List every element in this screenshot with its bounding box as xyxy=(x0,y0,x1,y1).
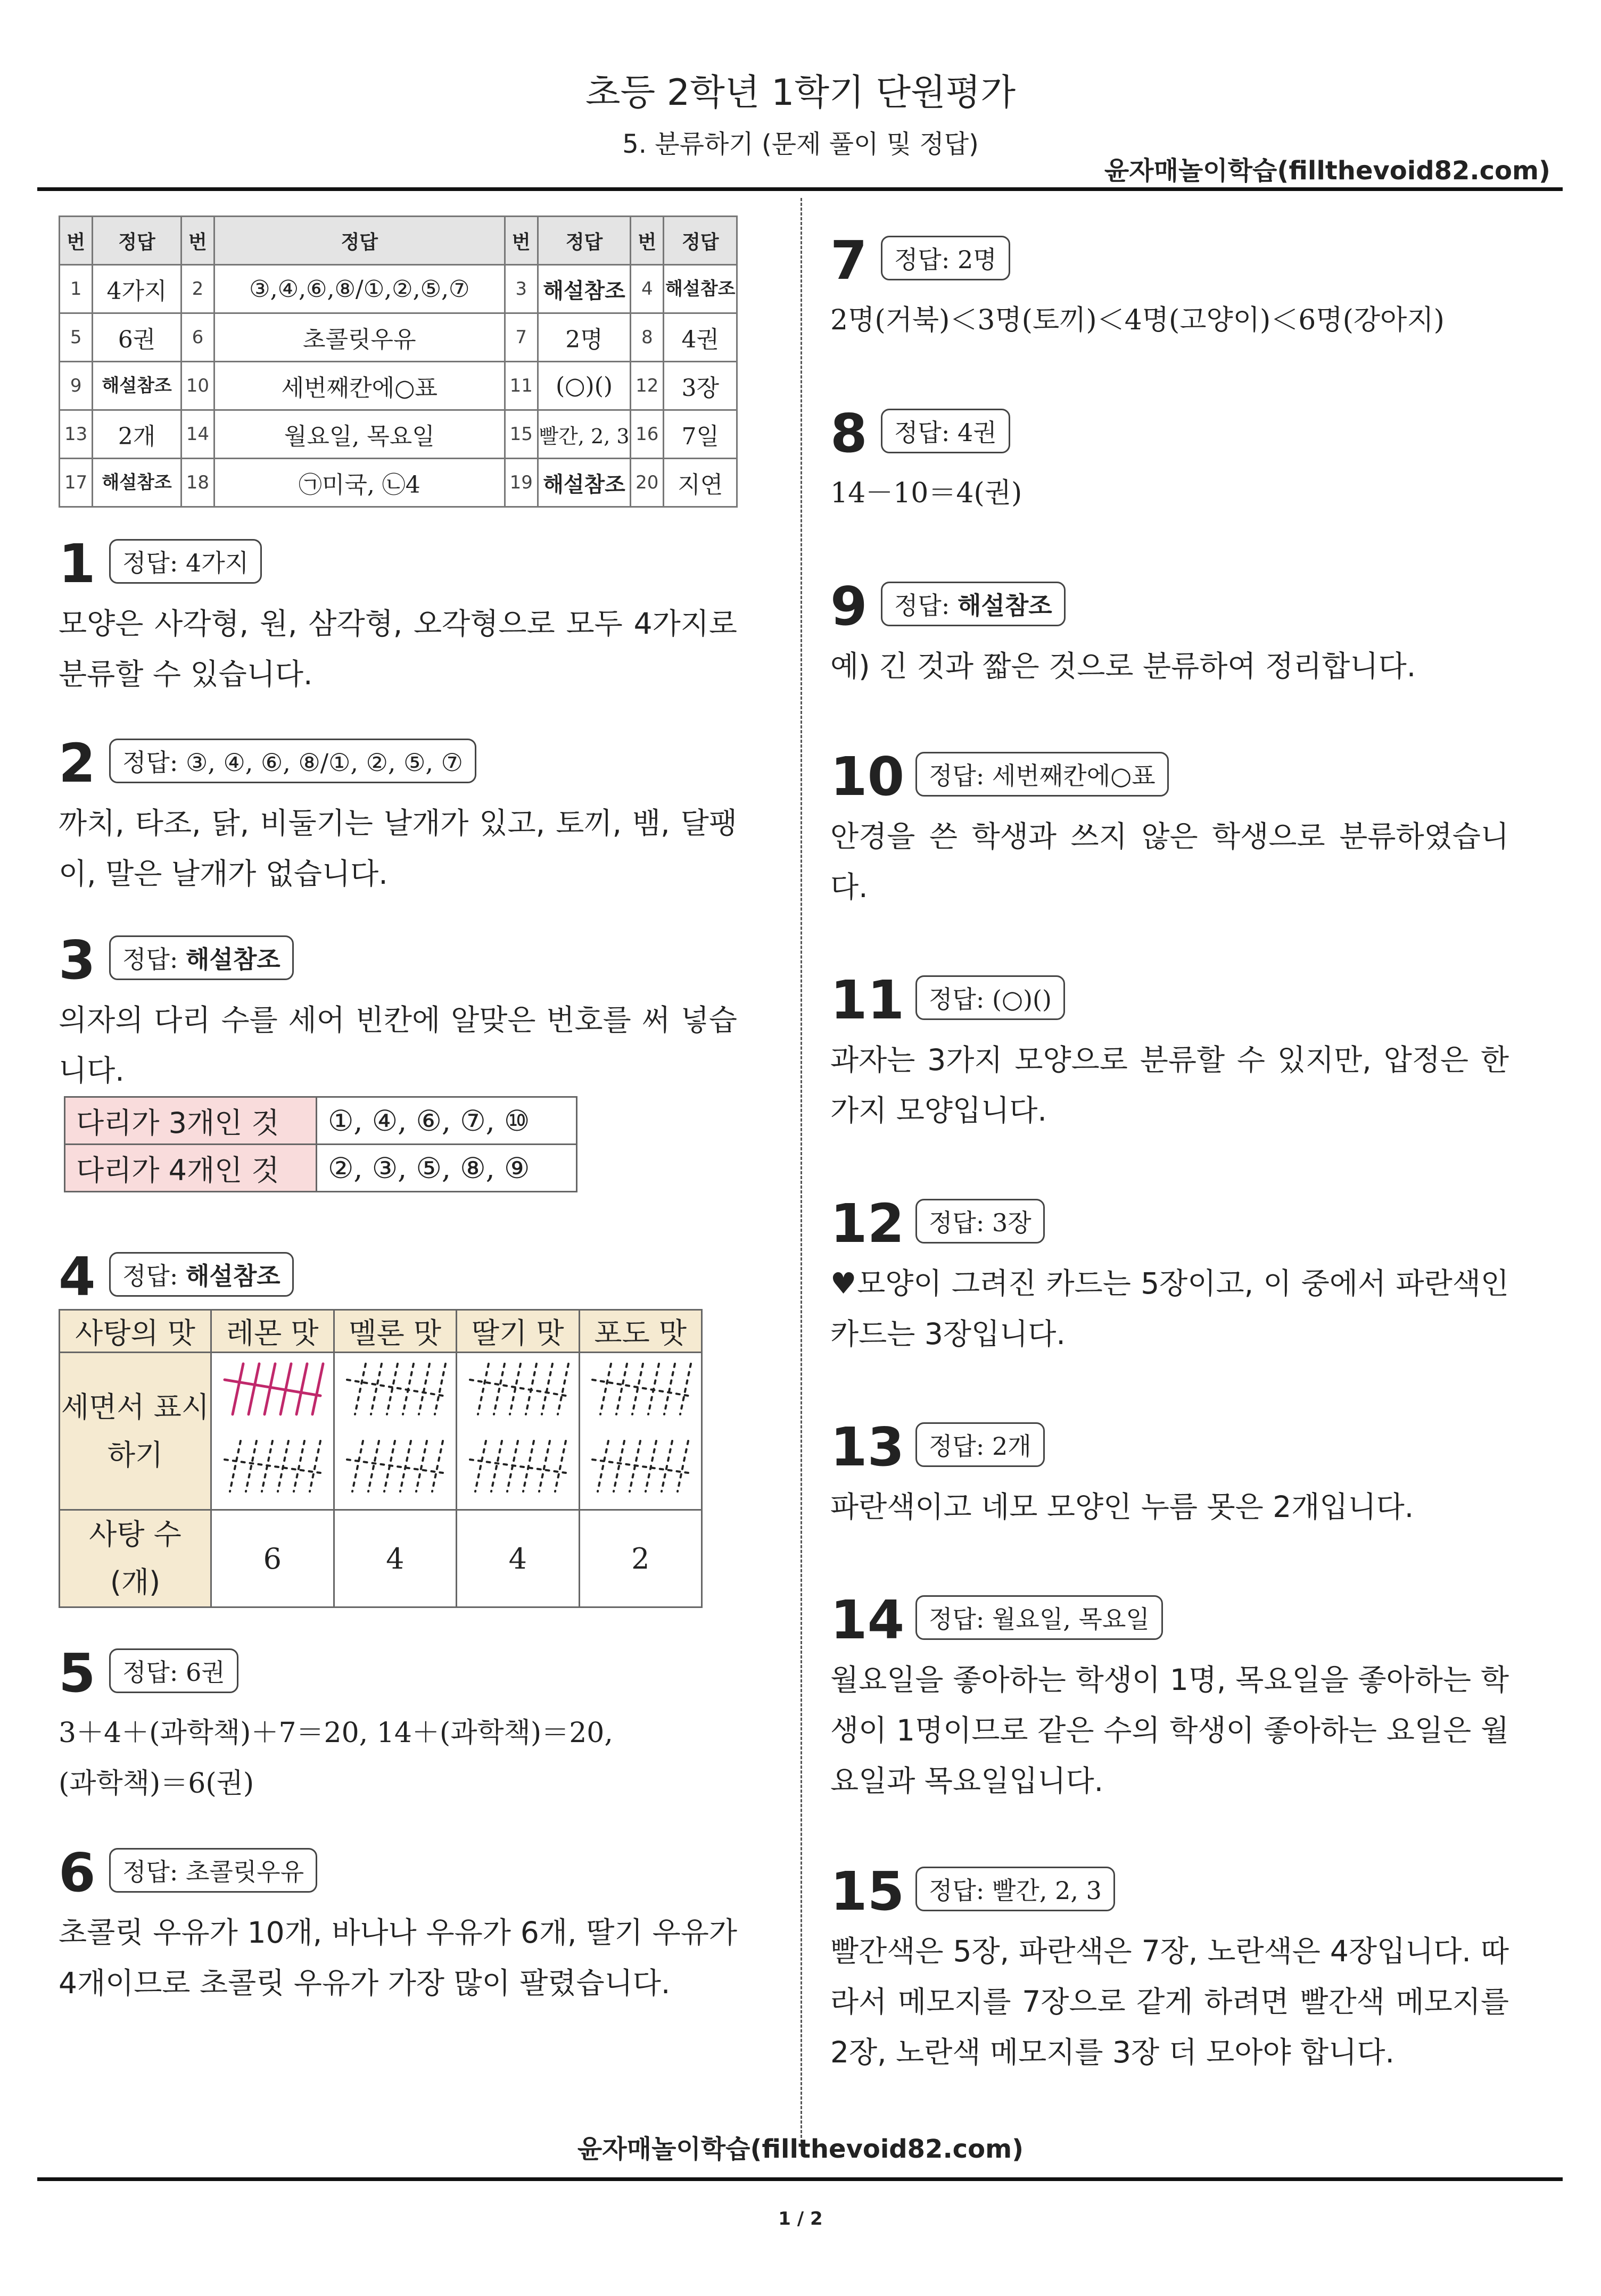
column-header: 번 xyxy=(181,217,214,265)
answer-label: 정답: xyxy=(929,1605,985,1634)
explanation: 빨간색은 5장, 파란색은 7장, 노란색은 4장입니다. 따라서 메모지를 7장으로 같게 하려면 빨간색 메모지를 2장, 노란색 메모지를 3장 더 모아야 합니다. xyxy=(830,1934,1509,2069)
question-number: 16 xyxy=(631,410,664,459)
answer-label: 정답: xyxy=(122,748,178,777)
question-number: 5 xyxy=(60,313,93,362)
candy-header: 포도 맛 xyxy=(579,1310,702,1353)
candy-count: 4 xyxy=(457,1510,580,1607)
answer-cell: 지연 xyxy=(664,459,737,507)
answer-box xyxy=(915,752,1169,797)
explanation: 안경을 쓴 학생과 쓰지 않은 학생으로 분류하였습니다. xyxy=(830,819,1509,904)
problem-number: 9 xyxy=(830,575,868,637)
answer-value: 4가지 xyxy=(186,549,249,577)
legs-value: ①, ④, ⑥, ⑦, ⑩ xyxy=(317,1097,577,1145)
table-row xyxy=(65,1097,577,1145)
answer-label: 정답: xyxy=(929,985,985,1014)
question-number: 6 xyxy=(181,313,214,362)
problem-number: 11 xyxy=(830,969,905,1031)
answer-cell: 해설참조 xyxy=(538,459,630,507)
problem-number: 10 xyxy=(830,745,905,808)
table-row xyxy=(60,313,737,362)
column-divider xyxy=(800,198,802,2143)
tally-row-label: 세면서 표시하기 xyxy=(60,1353,211,1510)
answer-label: 정답: xyxy=(122,1262,178,1290)
tally-cell-grape xyxy=(579,1353,702,1510)
footer-rule xyxy=(37,2177,1563,2181)
answer-value: 세번째칸에○표 xyxy=(992,761,1156,790)
answer-label: 정답: xyxy=(122,945,178,974)
column-header: 정답 xyxy=(664,217,737,265)
answer-box xyxy=(881,236,1010,280)
answer-value: 해설참조 xyxy=(186,1262,280,1290)
answer-value: 6권 xyxy=(186,1658,225,1687)
question-number: 11 xyxy=(505,362,538,410)
answer-box xyxy=(881,409,1010,453)
question-number: 3 xyxy=(505,265,538,313)
explanation: 과자는 3가지 모양으로 분류할 수 있지만, 압정은 한 가지 모양입니다. xyxy=(830,1043,1509,1128)
answer-cell: 4가지 xyxy=(93,265,181,313)
explanation: 파란색이고 네모 모양인 누름 못은 2개입니다. xyxy=(830,1490,1414,1524)
problem-number: 15 xyxy=(830,1860,905,1922)
tally-marks-icon xyxy=(214,1353,331,1502)
answer-box xyxy=(109,1648,238,1693)
answer-box xyxy=(915,1867,1115,1911)
answer-value: 2개 xyxy=(992,1432,1031,1461)
answer-cell: 초콜릿우유 xyxy=(214,313,505,362)
question-number: 15 xyxy=(505,410,538,459)
explanation: 예) 긴 것과 짧은 것으로 분류하여 정리합니다. xyxy=(830,649,1416,683)
problem-number: 7 xyxy=(830,229,868,292)
answer-label: 정답: xyxy=(894,245,950,274)
brand-header: 윤자매놀이학습(fillthevoid82.com) xyxy=(1104,156,1550,186)
answer-value: 2명 xyxy=(958,245,997,274)
answer-value: ③, ④, ⑥, ⑧/①, ②, ⑤, ⑦ xyxy=(186,748,463,777)
legs-table xyxy=(64,1096,577,1192)
equation-line-2: (과학책)＝6(권) xyxy=(59,1768,254,1800)
answer-cell: 2개 xyxy=(93,410,181,459)
answer-box xyxy=(109,539,262,584)
question-number: 2 xyxy=(181,265,214,313)
tally-cell-strawberry xyxy=(457,1353,580,1510)
answer-box xyxy=(109,1848,317,1893)
candy-header: 레몬 맛 xyxy=(211,1310,334,1353)
question-number: 7 xyxy=(505,313,538,362)
answer-box xyxy=(109,739,476,783)
answer-cell: 4권 xyxy=(664,313,737,362)
candy-header: 사탕의 맛 xyxy=(60,1310,211,1353)
column-header: 번 xyxy=(631,217,664,265)
candy-count: 4 xyxy=(334,1510,457,1607)
legs-label: 다리가 3개인 것 xyxy=(65,1097,317,1145)
answer-cell: 세번째칸에○표 xyxy=(214,362,505,410)
table-row xyxy=(60,362,737,410)
equation-line-1: 3＋4＋(과학책)＋7＝20, 14＋(과학책)＝20, xyxy=(59,1717,613,1749)
problem-number: 1 xyxy=(59,533,96,595)
table-row xyxy=(60,459,737,507)
tally-marks-icon xyxy=(336,1353,453,1502)
legs-value: ②, ③, ⑤, ⑧, ⑨ xyxy=(317,1145,577,1192)
answer-box xyxy=(915,1422,1045,1467)
answer-cell: 빨간, 2, 3 xyxy=(538,410,630,459)
table-row xyxy=(65,1145,577,1192)
table-header-row xyxy=(60,217,737,265)
problem-number: 4 xyxy=(59,1246,96,1308)
brand-footer: 윤자매놀이학습(fillthevoid82.com) xyxy=(577,2134,1024,2164)
answer-value: 빨간, 2, 3 xyxy=(992,1876,1102,1905)
question-number: 4 xyxy=(631,265,664,313)
answer-cell: (○)() xyxy=(538,362,630,410)
question-number: 13 xyxy=(60,410,93,459)
answer-label: 정답: xyxy=(929,1432,985,1461)
problem-number: 3 xyxy=(59,929,96,991)
question-number: 12 xyxy=(631,362,664,410)
answer-value: 해설참조 xyxy=(958,591,1052,620)
answer-box xyxy=(915,1595,1163,1640)
answer-cell: ③,④,⑥,⑧/①,②,⑤,⑦ xyxy=(214,265,505,313)
answer-label: 정답: xyxy=(894,591,950,620)
tally-cell-lemon xyxy=(211,1353,334,1510)
answer-cell: 2명 xyxy=(538,313,630,362)
candy-count: 2 xyxy=(579,1510,702,1607)
problem-number: 2 xyxy=(59,732,96,794)
answer-summary-table xyxy=(59,215,738,508)
count-row-label: 사탕 수 (개) xyxy=(60,1510,211,1607)
count-row xyxy=(60,1510,702,1607)
explanation: 까치, 타조, 닭, 비둘기는 날개가 있고, 토끼, 뱀, 달팽이, 말은 날개가 없습니다. xyxy=(59,806,737,891)
answer-label: 정답: xyxy=(929,1208,985,1237)
answer-box xyxy=(915,975,1065,1020)
answer-value: 3장 xyxy=(992,1208,1031,1237)
column-header: 번 xyxy=(505,217,538,265)
question-number: 14 xyxy=(181,410,214,459)
page-number: 1 / 2 xyxy=(778,2208,823,2229)
table-header-row xyxy=(60,1310,702,1353)
header-rule xyxy=(37,187,1563,191)
problem-number: 12 xyxy=(830,1192,905,1255)
explanation: 의자의 다리 수를 세어 빈칸에 알맞은 번호를 써 넣습니다. xyxy=(59,1003,737,1088)
candy-table xyxy=(59,1309,703,1608)
answer-value: 4권 xyxy=(958,418,997,447)
problem-number: 14 xyxy=(830,1589,905,1651)
answer-cell: 해설참조 xyxy=(538,265,630,313)
question-number: 17 xyxy=(60,459,93,507)
answer-value: 초콜릿우유 xyxy=(186,1858,304,1886)
question-number: 18 xyxy=(181,459,214,507)
problem-number: 5 xyxy=(59,1642,96,1704)
answer-value: (○)() xyxy=(992,985,1052,1014)
page-subtitle: 5. 분류하기 (문제 풀이 및 정답) xyxy=(622,129,979,159)
explanation: 초콜릿 우유가 10개, 바나나 우유가 6개, 딸기 우유가 4개이므로 초콜릿 우유가 가장 많이 팔렸습니다. xyxy=(59,1916,737,2000)
tally-row xyxy=(60,1353,702,1510)
answer-label: 정답: xyxy=(122,549,178,577)
problem-number: 8 xyxy=(830,402,868,465)
question-number: 19 xyxy=(505,459,538,507)
column-header: 정답 xyxy=(538,217,630,265)
problem-number: 6 xyxy=(59,1842,96,1904)
answer-label: 정답: xyxy=(122,1858,178,1886)
tally-marks-icon xyxy=(582,1353,699,1502)
column-header: 정답 xyxy=(93,217,181,265)
candy-header: 멜론 맛 xyxy=(334,1310,457,1353)
question-number: 1 xyxy=(60,265,93,313)
column-header: 번 xyxy=(60,217,93,265)
candy-count: 6 xyxy=(211,1510,334,1607)
answer-label: 정답: xyxy=(894,418,950,447)
answer-value: 월요일, 목요일 xyxy=(992,1605,1150,1634)
tally-cell-melon xyxy=(334,1353,457,1510)
answer-box xyxy=(109,1252,294,1297)
question-number: 8 xyxy=(631,313,664,362)
question-number: 20 xyxy=(631,459,664,507)
explanation: 14－10＝4(권) xyxy=(830,477,1022,509)
problem-number: 13 xyxy=(830,1416,905,1478)
explanation: 모양은 사각형, 원, 삼각형, 오각형으로 모두 4가지로 분류할 수 있습니다. xyxy=(59,607,737,691)
table-row xyxy=(60,410,737,459)
question-number: 10 xyxy=(181,362,214,410)
explanation: ♥모양이 그려진 카드는 5장이고, 이 중에서 파란색인 카드는 3장입니다. xyxy=(830,1266,1509,1351)
answer-label: 정답: xyxy=(929,761,985,790)
answer-cell: 3장 xyxy=(664,362,737,410)
answer-cell: 해설참조 xyxy=(664,265,737,313)
answer-box xyxy=(915,1199,1045,1244)
answer-cell: 7일 xyxy=(664,410,737,459)
explanation: 2명(거북)＜3명(토끼)＜4명(고양이)＜6명(강아지) xyxy=(830,304,1445,336)
answer-cell: 월요일, 목요일 xyxy=(214,410,505,459)
legs-label: 다리가 4개인 것 xyxy=(65,1145,317,1192)
answer-box xyxy=(881,582,1066,626)
table-row xyxy=(60,265,737,313)
explanation: 월요일을 좋아하는 학생이 1명, 목요일을 좋아하는 학생이 1명이므로 같은 수의 학생이 좋아하는 요일은 월요일과 목요일입니다. xyxy=(830,1663,1509,1798)
answer-cell: 해설참조 xyxy=(93,459,181,507)
column-header: 정답 xyxy=(214,217,505,265)
question-number: 9 xyxy=(60,362,93,410)
answer-label: 정답: xyxy=(122,1658,178,1687)
candy-header: 딸기 맛 xyxy=(457,1310,580,1353)
answer-cell: 해설참조 xyxy=(93,362,181,410)
answer-cell: 6권 xyxy=(93,313,181,362)
answer-cell: ㉠미국, ㉡4 xyxy=(214,459,505,507)
page-title: 초등 2학년 1학기 단원평가 xyxy=(585,72,1016,114)
answer-box xyxy=(109,935,294,980)
tally-marks-icon xyxy=(459,1353,576,1502)
answer-value: 해설참조 xyxy=(186,945,280,974)
answer-label: 정답: xyxy=(929,1876,985,1905)
